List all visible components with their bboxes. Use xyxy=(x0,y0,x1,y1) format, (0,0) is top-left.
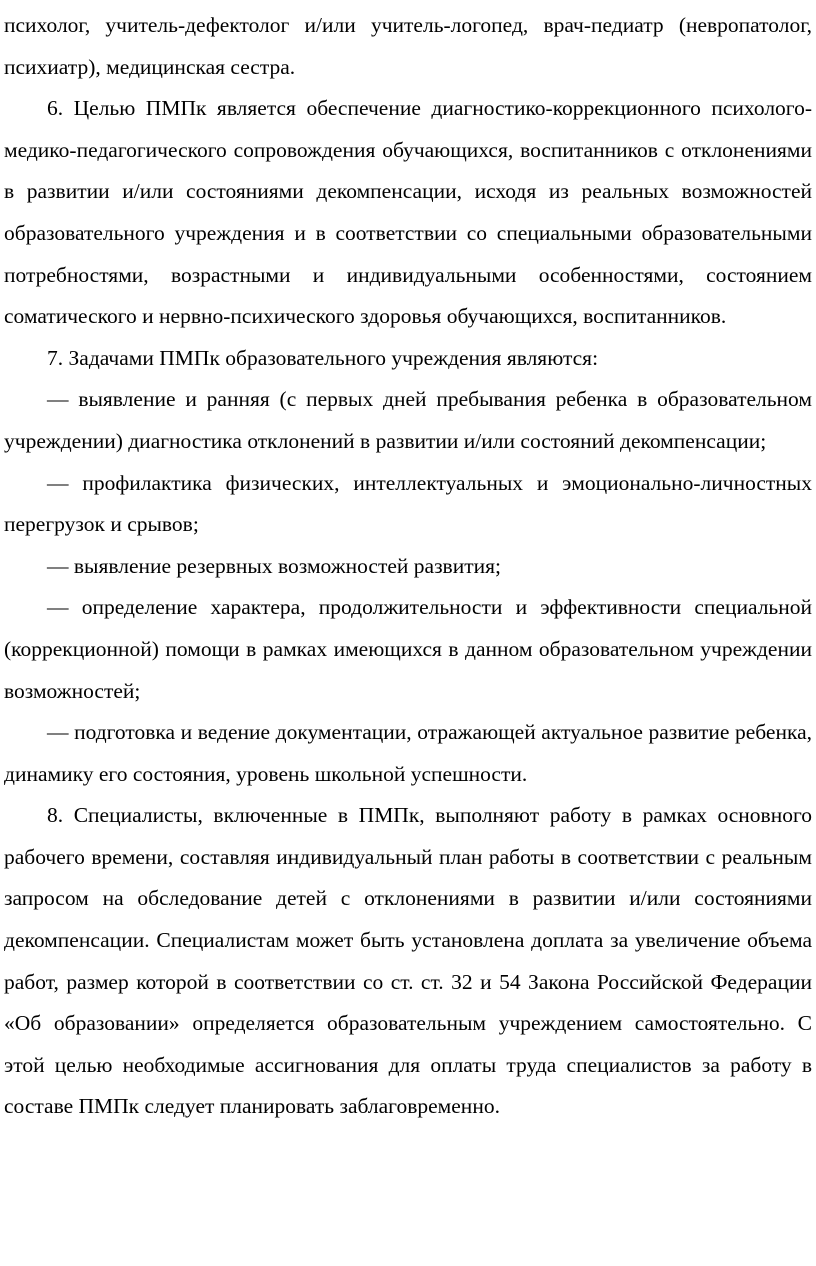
task-item-documentation: — подготовка и ведение документации, отражающей актуальное развитие ребенка, динамику его состояния, уровень школьной успешности. xyxy=(4,720,812,786)
task-item-assistance-definition: — определение характера, продолжительности и эффективности специальной (коррекционной) помощи в рамках имеющихся в данном образовательном учреждении возможностей; xyxy=(4,595,812,703)
task-item-overload-prevention: — профилактика физических, интеллектуальных и эмоционально-личностных перегрузок и срывов; xyxy=(4,470,812,537)
paragraph-7-tasks-heading: 7. Задачами ПМПк образовательного учреждения являются: xyxy=(47,345,599,370)
task-item-reserve-capabilities: — выявление резервных возможностей развития; xyxy=(47,553,501,578)
task-item-early-diagnostics: — выявление и ранняя (с первых дней пребывания ребенка в образовательном учреждении) диагностика отклонений в развитии и/или состояний декомпенсации; xyxy=(4,387,812,453)
paragraph-staff-continuation: психолог, учитель-дефектолог и/или учитель-логопед, врач-педиатр (невропатолог, психиатр), медицинская сестра. xyxy=(4,13,812,79)
paragraph-8-specialists: 8. Специалисты, включенные в ПМПк, выполняют работу в рамках основного рабочего времени, составляя индивидуальный план работы в соответствии с реальным запросом на обследование детей с отклонениями в развитии и/или состояниями декомпенсации. Специалистам может быть установлена доплата за увеличение объема работ, размер которой в соответствии со ст. ст. 32 и 54 Закона Российской Федерации «Об образовании» определяется образовательным учреждением самостоятельно. С этой целью необходимые ассигнования для оплаты труда специалистов за работу в составе ПМПк следует планировать заблаговременно. xyxy=(4,803,812,1119)
paragraph-6-goal: 6. Целью ПМПк является обеспечение диагностико-коррекционного психолого-медико-педагогического сопровождения обучающихся, воспитанников с отклонениями в развитии и/или состояниями декомпенсации, исходя из реальных возможностей образовательного учреждения и в соответствии со специальными образовательными потребностями, возрастными и индивидуальными особенностями, состоянием соматического и нервно-психического здоровья обучающихся, воспитанников. xyxy=(4,96,812,329)
